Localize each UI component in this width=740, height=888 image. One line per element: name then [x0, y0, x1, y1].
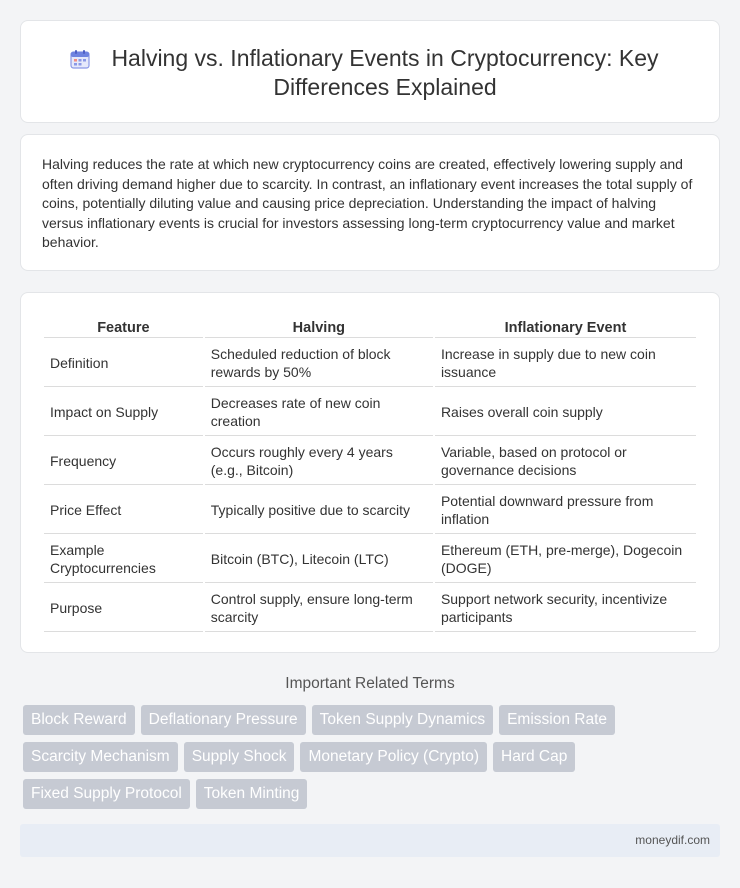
tag-block-reward[interactable]: Block Reward [23, 705, 135, 735]
table-row [44, 585, 696, 632]
footer-site-link[interactable]: moneydif.com [635, 833, 710, 847]
tag-hard-cap[interactable]: Hard Cap [493, 742, 575, 772]
cell-feature: Impact on Supply [44, 389, 203, 436]
intro-paragraph: Halving reduces the rate at which new cryptocurrency coins are created, effectively lowering supply and often driving demand higher due to scarcity. In contrast, an inflationary event increases the total supply of coins, potentially diluting value and causing price depreciation. Understanding the impact of halving versus inflationary events is crucial for investors assessing long-term cryptocurrency value and market behavior. [42, 156, 693, 251]
tag-fixed-supply-protocol[interactable]: Fixed Supply Protocol [23, 779, 190, 809]
cell-inflationary: Support network security, incentivize participants [435, 585, 696, 632]
table-row [44, 389, 696, 436]
cell-feature: Purpose [44, 585, 203, 632]
cell-halving: Control supply, ensure long-term scarcity [205, 585, 433, 632]
cell-halving: Scheduled reduction of block rewards by 50% [205, 340, 433, 387]
tag-deflationary-pressure[interactable]: Deflationary Pressure [141, 705, 306, 735]
cell-inflationary: Potential downward pressure from inflation [435, 487, 696, 534]
intro-card [20, 134, 720, 271]
comparison-table [42, 314, 698, 634]
cell-feature: Definition [44, 340, 203, 387]
cell-feature: Frequency [44, 438, 203, 485]
table-header-row [44, 316, 696, 338]
related-terms-list [23, 705, 703, 809]
footer [20, 824, 720, 857]
cell-inflationary: Ethereum (ETH, pre-merge), Dogecoin (DOGE) [435, 536, 696, 583]
related-terms-heading: Important Related Terms [285, 675, 455, 692]
tag-token-supply-dynamics[interactable]: Token Supply Dynamics [312, 705, 493, 735]
tag-monetary-policy[interactable]: Monetary Policy (Crypto) [300, 742, 487, 772]
cell-halving: Bitcoin (BTC), Litecoin (LTC) [205, 536, 433, 583]
tag-scarcity-mechanism[interactable]: Scarcity Mechanism [23, 742, 178, 772]
cell-feature: Example Cryptocurrencies [44, 536, 203, 583]
table-row [44, 438, 696, 485]
header-feature: Feature [44, 316, 203, 338]
table-row [44, 536, 696, 583]
cell-halving: Occurs roughly every 4 years (e.g., Bitcoin) [205, 438, 433, 485]
header-inflationary-event: Inflationary Event [435, 316, 696, 338]
cell-halving: Decreases rate of new coin creation [205, 389, 433, 436]
page-title: Halving vs. Inflationary Events in Cryptocurrency: Key Differences Explained [111, 45, 659, 100]
tag-token-minting[interactable]: Token Minting [196, 779, 308, 809]
tag-emission-rate[interactable]: Emission Rate [499, 705, 615, 735]
cell-halving: Typically positive due to scarcity [205, 487, 433, 534]
cell-feature: Price Effect [44, 487, 203, 534]
cell-inflationary: Raises overall coin supply [435, 389, 696, 436]
header-halving: Halving [205, 316, 433, 338]
cell-inflationary: Variable, based on protocol or governance decisions [435, 438, 696, 485]
table-row [44, 487, 696, 534]
comparison-card [20, 292, 720, 653]
title-card [20, 20, 720, 123]
cell-inflationary: Increase in supply due to new coin issuance [435, 340, 696, 387]
table-row [44, 340, 696, 387]
tag-supply-shock[interactable]: Supply Shock [184, 742, 295, 772]
